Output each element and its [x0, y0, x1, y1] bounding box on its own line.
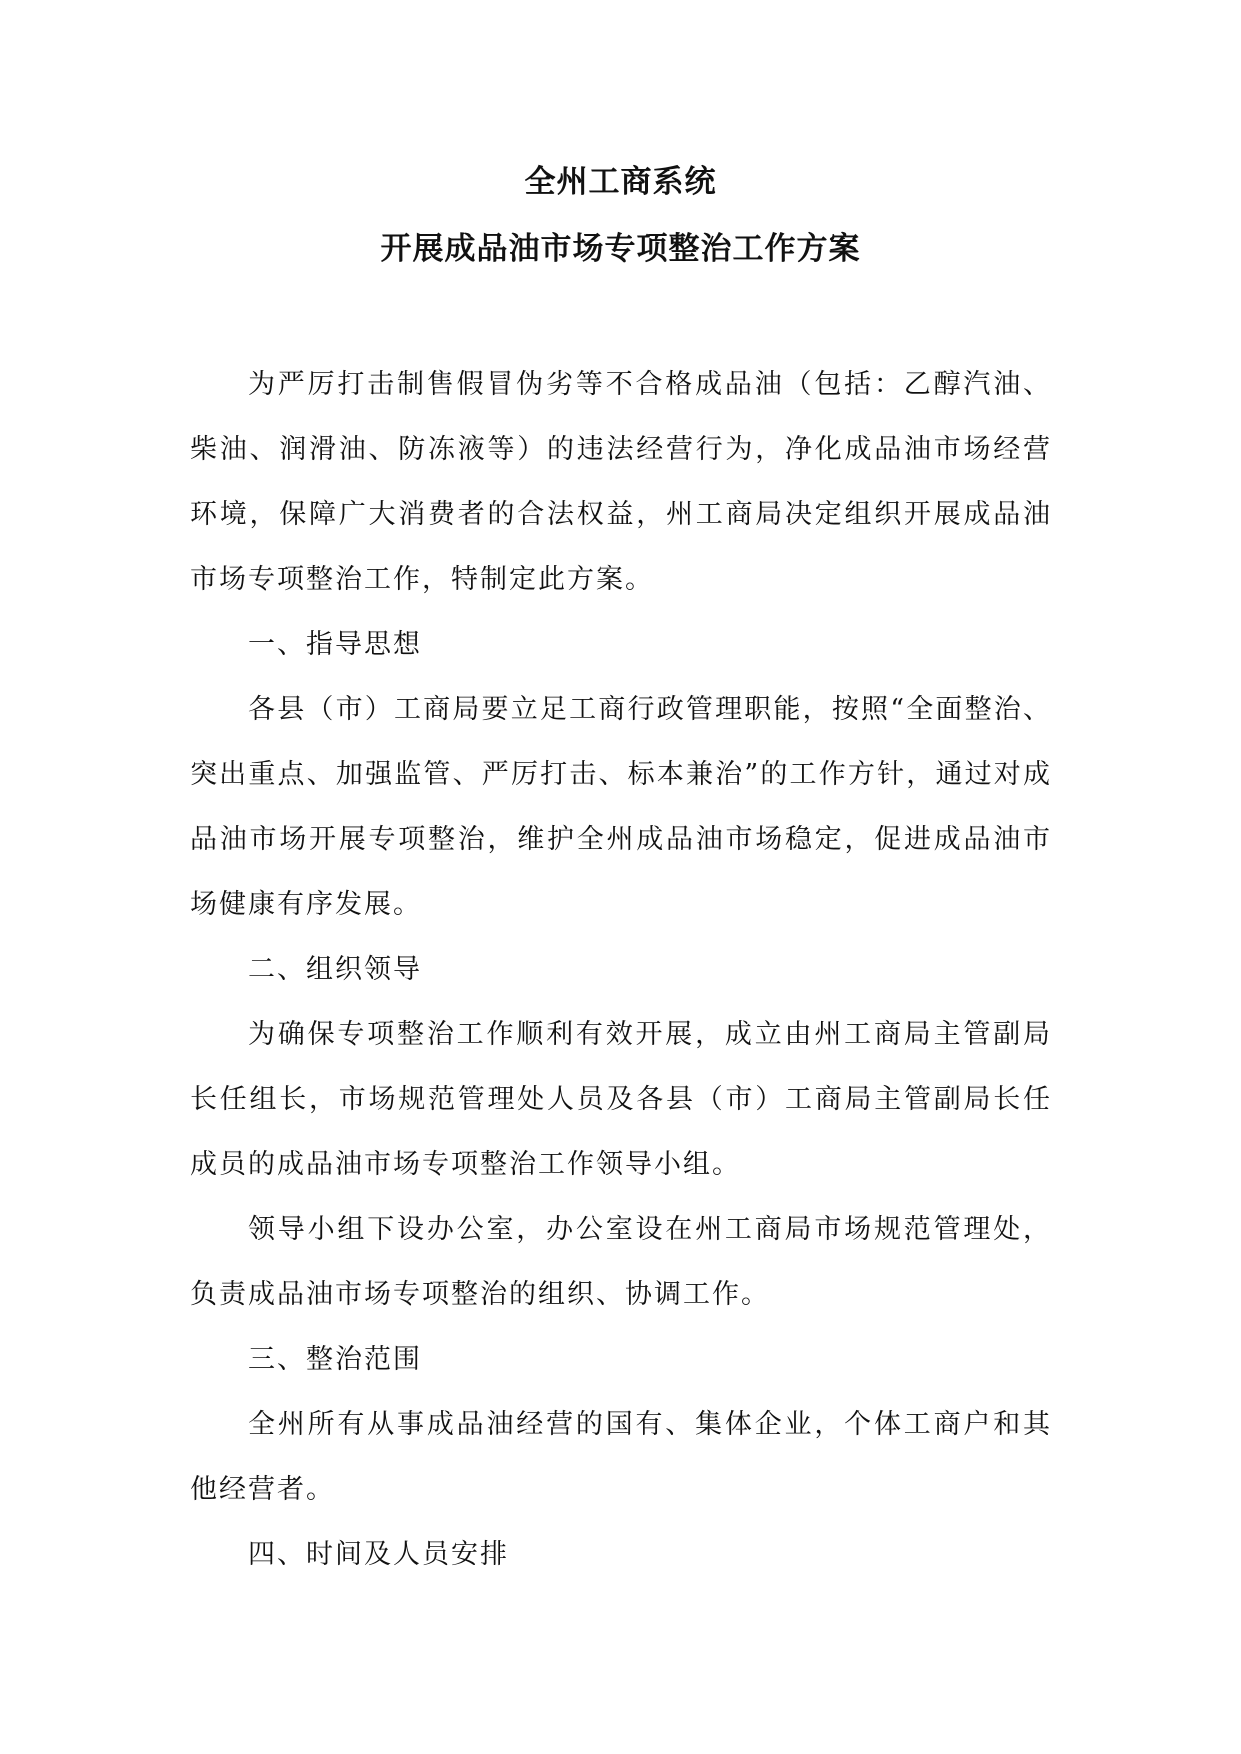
document-title-line2: 开展成品油市场专项整治工作方案: [380, 231, 861, 267]
document-title-line1: 全州工商系统: [524, 164, 717, 200]
intro-paragraph: 为严厉打击制售假冒伪劣等不合格成品油（包括：乙醇汽油、柴油、润滑油、防冻液等）的违法经营行为，净化成品油市场经营环境，保障广大消费者的合法权益，州工商局决定组织开展成品油市场专项整治工作，特制定此方案。: [190, 369, 1052, 595]
section-heading-scope: 三、整治范围: [248, 1344, 422, 1375]
section-paragraph-leadership-group: 为确保专项整治工作顺利有效开展，成立由州工商局主管副局长任组长，市场规范管理处人员及各县（市）工商局主管副局长任成员的成品油市场专项整治工作领导小组。: [190, 1019, 1052, 1180]
document-body: [190, 352, 1052, 1587]
section-paragraph-guiding-principle: 各县（市）工商局要立足工商行政管理职能，按照“全面整治、突出重点、加强监管、严厉打击、标本兼治”的工作方针，通过对成品油市场开展专项整治，维护全州成品油市场稳定，促进成品油市场健康有序发展。: [190, 694, 1052, 920]
section-heading-guiding-principle: 一、指导思想: [248, 629, 422, 660]
section-heading-leadership: 二、组织领导: [248, 954, 422, 985]
section-paragraph-leadership-office: 领导小组下设办公室，办公室设在州工商局市场规范管理处，负责成品油市场专项整治的组织、协调工作。: [190, 1214, 1052, 1310]
section-paragraph-scope: 全州所有从事成品油经营的国有、集体企业，个体工商户和其他经营者。: [190, 1409, 1052, 1505]
section-heading-schedule: 四、时间及人员安排: [248, 1539, 509, 1570]
